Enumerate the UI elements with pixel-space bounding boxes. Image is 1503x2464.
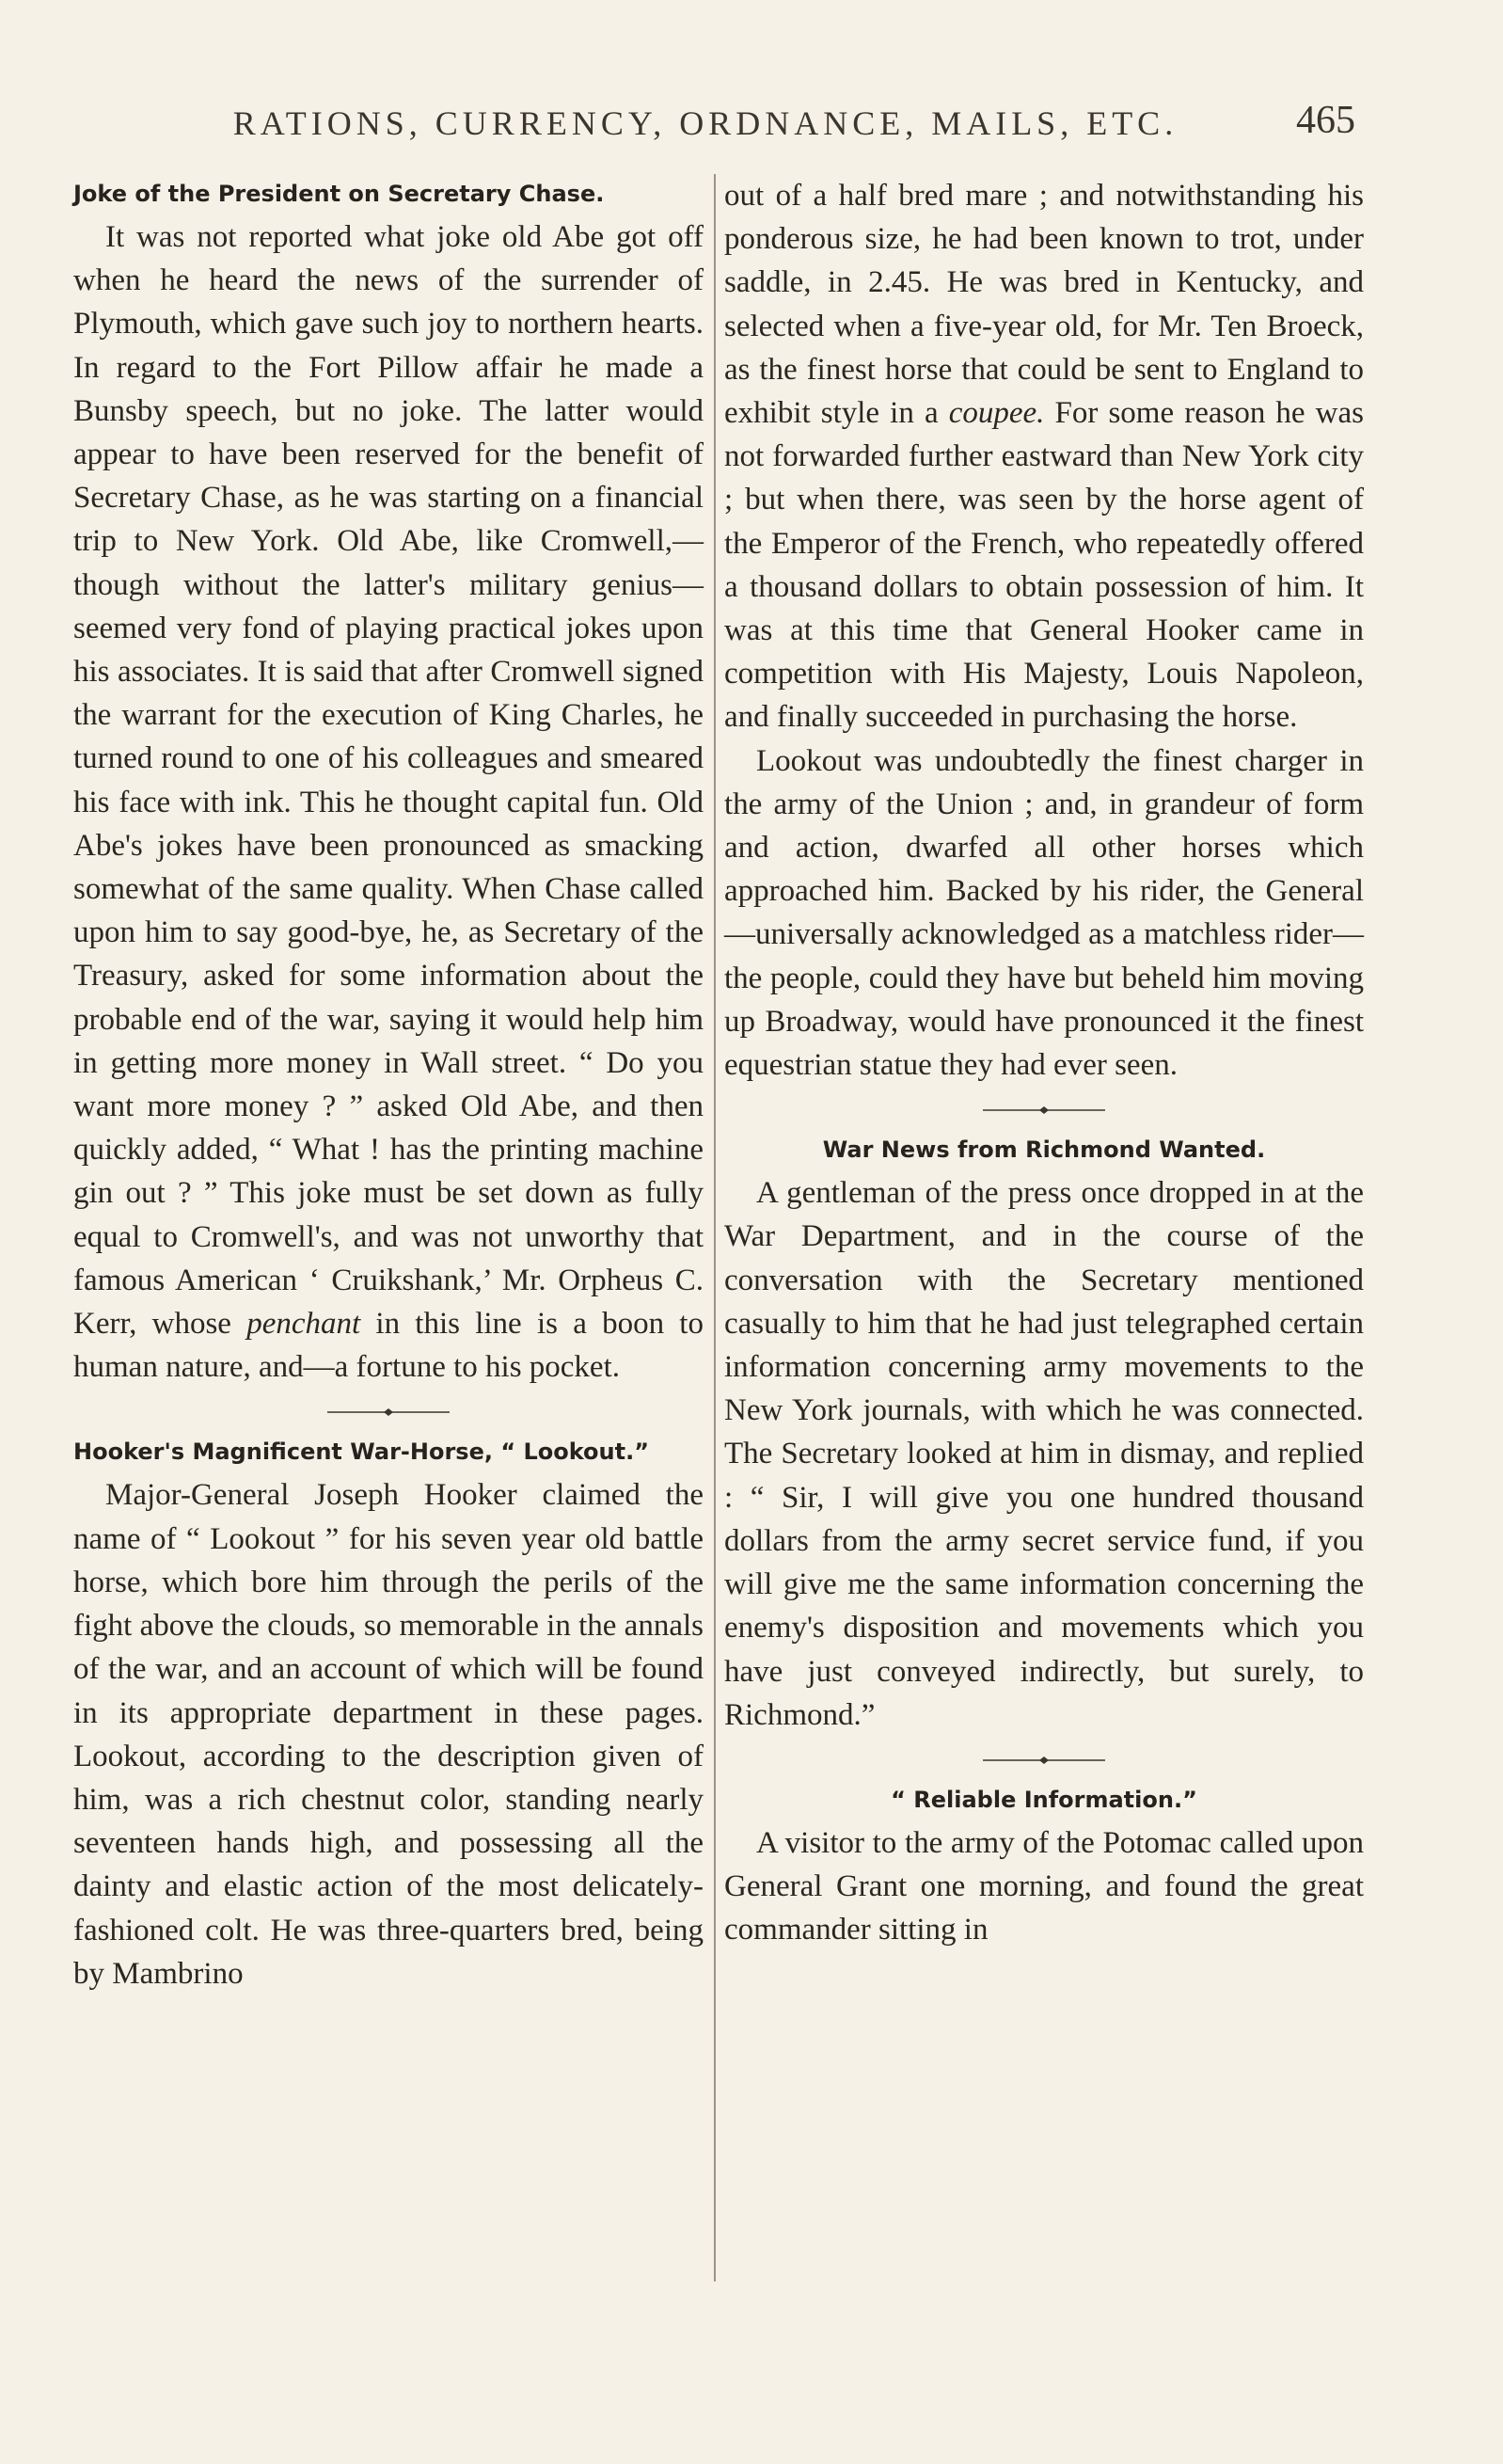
section-heading-war-news: War News from Richmond Wanted. xyxy=(822,1137,1266,1164)
paragraph-warhorse: Major-General Joseph Hooker claimed the name of “ Lookout ” for his seven year old battle horse, which bore him through the perils of the fight above the clouds, so memorable in the annals of the war, and an account of which will be found in its appropriate department in these pages. Lookout, according to the description given of him, was a rich chestnut color, standing nearly seventeen hands high, and possessing all the dainty and elastic action of the most delicately-fashioned colt. He was three-quarters bred, being by Mambrino xyxy=(73,1478,704,1991)
paragraph-text: in this line is a boon to human nature, and—a fortune to his pocket. xyxy=(73,1307,704,1385)
paragraph-lookout: Lookout was undoubtedly the finest charger in the army of the Union ; and, in grandeur of form and action, dwarfed all other horses which approached him. Backed by his rider, the General—universally acknowledged as a matchless rider—the people, could they have but beheld him moving up Broadway, would have pronounced it the finest equestrian statue they had ever seen. xyxy=(724,743,1364,1083)
italic-word: penchant xyxy=(246,1307,361,1342)
paragraph-continuation xyxy=(724,174,1364,739)
column-rule xyxy=(714,174,716,2281)
right-column xyxy=(724,174,1364,1952)
paragraph-text: It was not reported what joke old Abe got off when he heard the news of the surrender of Plymouth, which gave such joy to northern hearts. In regard to the Fort Pillow affair he made a Bunsby speech, but no joke. The latter would appear to have been reserved for the benefit of Secretary Chase, as he was starting on a financial trip to New York. Old Abe, like Cromwell,—though without the latter's military genius—seemed very fond of playing practical jokes upon his associates. It is said that after Cromwell signed the warrant for the execution of King Charles, he turned round to one of his colleagues and smeared his face with ink. This he thought capital fun. Old Abe's jokes have been pronounced as smacking somewhat of the same quality. When Chase called upon him to say good-bye, he, as Secretary of the Treasury, asked for some information about the probable end of the war, saying it would help him in getting more money in Wall street. “ Do you want more money ? ” asked Old Abe, and then quickly added, “ What ! has the printing machine gin out ? ” This joke must be set down as fully equal to Cromwell's, and was not unworthy that famous American ‘ Cruikshank,’ Mr. Orpheus C. Kerr, whose xyxy=(73,220,704,1342)
section-heading-warhorse: Hooker's Magnificent War-Horse, “ Lookout.” xyxy=(73,1439,649,1466)
running-head: RATIONS, CURRENCY, ORDNANCE, MAILS, ETC. xyxy=(232,104,1179,142)
section-divider xyxy=(983,1104,1105,1117)
section-divider xyxy=(327,1406,450,1419)
paragraph-reliable: A visitor to the army of the Potomac called upon General Grant one morning, and found the great commander sitting in xyxy=(724,1825,1364,1947)
paragraph-war-news: A gentleman of the press once dropped in at the War Department, and in the course of the conversation with the Secretary mentioned casually to him that he had just telegraphed certain information concerning army movements to the New York journals, with which he was connected. The Secretary looked at him in dismay, and replied : “ Sir, I will give you one hundred thousand dollars from the army secret service fund, if you will give me the same information concerning the enemy's disposition and movements which you have just conveyed indirectly, but surely, to Richmond.” xyxy=(724,1176,1364,1732)
paragraph-joke xyxy=(73,215,704,1389)
page-number: 465 xyxy=(1296,99,1355,142)
section-heading-joke: Joke of the President on Secretary Chase. xyxy=(73,181,605,207)
section-divider xyxy=(983,1754,1105,1767)
paragraph-text: out of a half bred mare ; and notwithstanding his ponderous size, he had been known to trot, under saddle, in 2.45. He was bred in Kentucky, and selected when a five-year old, for Mr. Ten Broeck, as the finest horse that could be sent to England to exhibit style in a xyxy=(724,179,1364,431)
italic-word: coupee. xyxy=(948,396,1045,431)
section-heading-reliable: “ Reliable Information.” xyxy=(891,1786,1197,1813)
paragraph-text: For some reason he was not forwarded further eastward than New York city ; but when there, was seen by the horse agent of the Emperor of the French, who repeatedly offered a thousand dollars to obtain possession of him. It was at this time that General Hooker came in competition with His Majesty, Louis Napoleon, and finally succeeded in purchasing the horse. xyxy=(724,396,1365,735)
left-column xyxy=(73,174,704,1995)
